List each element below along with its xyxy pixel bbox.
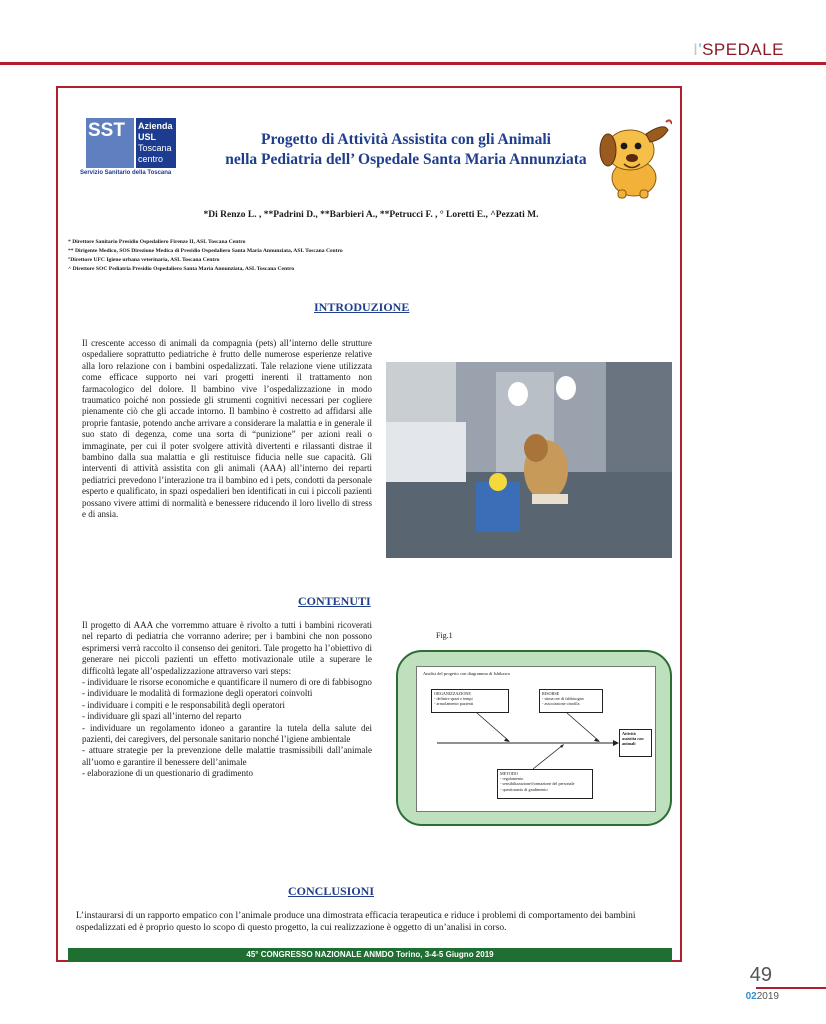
met-line: - sensibilizzazione/formazione del personale — [500, 781, 575, 787]
header-rule — [0, 62, 826, 65]
organizzazione-box — [431, 689, 509, 713]
met-line: - questionario di gradimento — [500, 786, 548, 792]
page-number: 49 — [749, 964, 772, 986]
step-item: - individuare i compiti e le responsabilità degli operatori — [82, 699, 285, 710]
intro-paragraph: Il crescente accesso di animali da compagnia (pets) all’interno delle strutture ospedaliere soprattutto pediatriche è frutto delle numerose esperienze relative alla loro relazione con i bambini ospedalizzati. Tale relazione viene utilizzata come efficace supporto nei vari progetti inerenti il trattamento non farmacologico del dolore. Il bambino vive l’ospedalizzazione in modo traumatico poiché non possiede gli strumenti cognitivi necessari per cogliere pienamente ciò che gli accade intorno. Il bambino è costretto ad affidarsi alle proprie fantasie, potendo anche arrivare a considerare la malattia e in generale il suo stato di degenza, come una sorta di “punizione” per azioni reali o immaginate, per cui il poter svolgere attività divertenti e rilassanti distrae il bambino dalla sua malattia e gli restituisce fiducia nelle sue capacità. Gli interventi di attività assistita con gli animali (AAA) all’interno dei reparti pediatrici prevedono l’interazione tra il bambino ed i pets, condotti da personale esperto e qualificato, in spazi ospedalieri ben identificati in cui i piccoli pazienti possano vivere attimi di normalità e benessere riducendo il loro livello di stress e di ansia. — [82, 338, 372, 520]
org-line: - arruolamento pazienti — [434, 701, 474, 707]
affiliation-4: ^ Direttore SOC Pediatria Presidio Ospedaliero Santa Maria Annunziata, ASL Toscana Centro — [68, 266, 295, 272]
outcome-box: Attività assistita con animali — [619, 729, 652, 757]
org-line: - definire spazi e tempi — [434, 696, 473, 702]
brand-ring: ' — [698, 40, 703, 59]
poster-title-line2: nella Pediatria dell’ Ospedale Santa Maria Annunziata — [225, 151, 587, 168]
contenuti-section — [82, 620, 372, 780]
logo-tile-dark — [136, 118, 176, 168]
logo-sst-text: SST — [88, 120, 125, 141]
intro-heading: INTRODUZIONE — [314, 300, 410, 314]
brand-prefix: I — [693, 40, 699, 59]
ishikawa-diagram — [416, 666, 656, 812]
authors-line: *Di Renzo L. , **Padrini D., **Barbieri A., **Petrucci F. , ° Loretti E., ^Pezzati M. — [203, 210, 539, 220]
logo-line-centro: centro — [138, 154, 164, 164]
diagram-title: Analisi del progetto con diagramma di Ishikawa — [423, 671, 510, 676]
affiliation-1: * Direttore Sanitario Presidio Ospedaliero Firenze II, ASL Toscana Centro — [68, 239, 246, 245]
step-item: - individuare le modalità di formazione degli operatori coinvolti — [82, 688, 313, 699]
poster — [56, 86, 682, 962]
figure-label: Fig.1 — [436, 631, 453, 640]
conclusioni-paragraph: L’instaurarsi di un rapporto empatico con l’animale produce una dimostrata efficacia terapeutica e riduce i problemi di comportamento dei bambini ospedalizzati ed è proprio questo lo scopo di questo progetto, la cui realizzazione è oggetto di un’analisi in corso. — [76, 911, 636, 933]
cartoon-dog-illustration — [586, 116, 672, 200]
contenuti-heading: CONTENUTI — [298, 594, 371, 608]
asl-logo — [80, 118, 176, 190]
conclusioni-heading: CONCLUSIONI — [288, 884, 375, 898]
step-item: - individuare gli spazi all’interno del reparto — [82, 711, 242, 722]
congress-footer: 45° CONGRESSO NAZIONALE ANMDO Torino, 3-4-5 Giugno 2019 — [68, 948, 672, 962]
issue-number: 02 — [745, 991, 757, 1002]
ishikawa-diagram-frame — [396, 650, 672, 826]
issue-year: 2019 — [756, 991, 779, 1002]
step-item: - attuare strategie per la prevenzione delle malattie trasmissibili dall’animale all’uomo e garantire il benessere dell’animale — [82, 745, 372, 767]
ris-line: - stima ore di fabbisogno — [542, 696, 584, 702]
contenuti-paragraph: Il progetto di AAA che vorremmo attuare è rivolto a tutti i bambini ricoverati nel reparto di pediatria che vorranno aderire; per i bambini che non possono esprimersi verrà raccolto il consenso dei genitori. Tale progetto ha l’obiettivo di generare nei piccoli pazienti un effetto motivazionale utile a superare le difficoltà legate all’ospedalizzazione attraverso vari steps: — [82, 620, 372, 676]
logo-line-usl: USL — [138, 132, 156, 142]
metodo-box — [497, 769, 593, 799]
brand-text: SPEDALE — [702, 40, 784, 59]
step-item: - elaborazione di un questionario di gradimento — [82, 768, 253, 779]
affiliation-3: °Direttore UFC Igiene urbana veterinaria, ASL Toscana Centro — [68, 257, 220, 263]
issue-label — [746, 991, 779, 1002]
step-item: - individuare le risorse economiche e quantificare il numero di ore di fabbisogno — [82, 677, 372, 688]
dog-in-hospital-photo — [386, 362, 672, 558]
logo-tile-light — [86, 118, 134, 168]
poster-title-line1: Progetto di Attività Assistita con gli Animali — [261, 131, 551, 148]
met-title: METODO — [500, 771, 518, 776]
ris-line: - associazione cinofila — [542, 701, 580, 707]
logo-caption: Servizio Sanitario della Toscana — [80, 170, 172, 176]
poster-title — [186, 130, 626, 170]
ris-title: RISORSE — [542, 691, 560, 696]
affiliation-2: ** Dirigente Medico, SOS Direzione Medica di Presidio Ospedaliero Santa Maria Annunziata, ASL Toscana Centro — [68, 248, 343, 254]
org-title: ORGANIZZAZIONE — [434, 691, 471, 696]
page-number-rule — [756, 987, 826, 989]
met-line: - regolamento — [500, 776, 524, 782]
risorse-box — [539, 689, 603, 713]
magazine-brand — [693, 40, 784, 60]
logo-line-toscana: Toscana — [138, 143, 172, 153]
step-item: - individuare un regolamento idoneo a garantire la tutela della salute dei pazienti, dei caregivers, del personale sanitario nonché l’igiene ambientale — [82, 722, 372, 745]
affiliations — [68, 238, 668, 274]
logo-line-azienda: Azienda — [138, 121, 173, 131]
